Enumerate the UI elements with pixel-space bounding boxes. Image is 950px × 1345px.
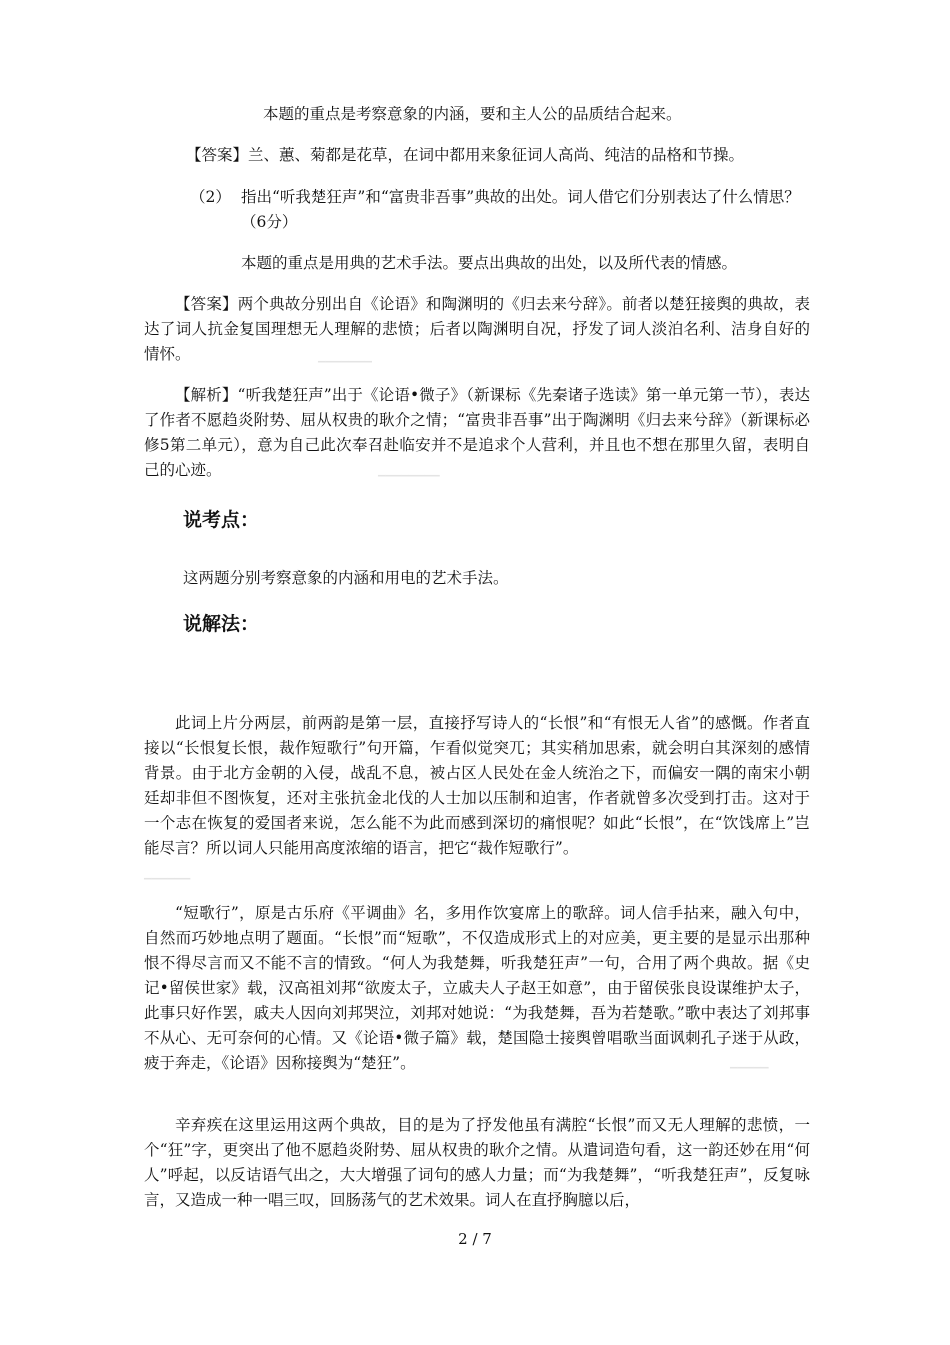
focus-line-2: 本题的重点是用典的艺术手法。要点出典故的出处，以及所代表的情感。 [241, 254, 738, 272]
watermark-mark: ▁▁▁▁▁▁ [144, 869, 191, 880]
watermark-mark: ▁▁▁▁▁ [730, 1058, 769, 1069]
answer-line-1: 【答案】兰、蕙、菊都是花草，在词中都用来象征词人高尚、纯洁的品格和节操。 [186, 146, 745, 164]
analysis-paragraph: 【解析】“听我楚狂声”出于《论语•微子》（新课标《先秦诸子选读》第一单元第一节），表达了作者不愿趋炎附势、屈从权贵的耿介之情；“富贵非吾事”出于陶渊明《归去来兮辞》（新课标必修5第二单元），意为自己此次奉召赴临安并不是追求个人营利，并且也不想在那里久留，表明自己的心迹。 [144, 386, 810, 479]
focus-line-1: 本题的重点是考察意象的内涵，要和主人公的品质结合起来。 [263, 105, 682, 123]
answer-paragraph-2: 【答案】两个典故分别出自《论语》和陶渊明的《归去来兮辞》。前者以楚狂接舆的典故，表达了词人抗金复国理想无人理解的悲愤；后者以陶渊明自况，抒发了词人淡泊名利、洁身自好的情怀。 [144, 295, 810, 363]
watermark-mark: ▁▁▁▁▁▁▁▁ [378, 466, 440, 477]
page-number: 2 / 7 [458, 1230, 492, 1248]
heading-kaodian: 说考点： [183, 509, 260, 531]
body-paragraph-3: 辛弃疾在这里运用这两个典故，目的是为了抒发他虽有满腔“长恨”而又无人理解的悲愤，一个“狂”字，更突出了他不愿趋炎附势、屈从权贵的耿介之情。从遣词造句看，这一韵还妙在用“何人”呼起，以反诘语气出之，大大增强了词句的感人力量；而“为我楚舞”，“听我楚狂声”，反复咏言，又造成一种一唱三叹，回肠荡气的艺术效果。词人在直抒胸臆以后， [144, 1116, 810, 1209]
body-paragraph-1: 此词上片分两层，前两韵是第一层，直接抒写诗人的“长恨”和“有恨无人省”的感慨。作者直接以“长恨复长恨，裁作短歌行”句开篇，乍看似觉突兀；其实稍加思索，就会明白其深刻的感情背景。由于北方金朝的入侵，战乱不息，被占区人民处在金人统治之下，而偏安一隅的南宋小朝廷却非但不图恢复，还对主张抗金北伐的人士加以压制和迫害，作者就曾多次受到打击。这对于一个志在恢复的爱国者来说，怎么能不为此而感到深切的痛恨呢？如此“长恨”，在“饮饯席上”岂能尽言？所以词人只能用高度浓缩的语言，把它“裁作短歌行”。 [144, 714, 810, 857]
heading-jiefa: 说解法： [183, 613, 260, 635]
question-2-text: 指出“听我楚狂声”和“富贵非吾事”典故的出处。词人借它们分别表达了什么情思？（6分） [241, 188, 800, 231]
question-number: （2） [190, 188, 231, 206]
kaodian-text: 这两题分别考察意象的内涵和用电的艺术手法。 [183, 569, 509, 587]
body-paragraph-2: “短歌行”，原是古乐府《平调曲》名，多用作饮宴席上的歌辞。词人信手拈来，融入句中，自然而巧妙地点明了题面。“长恨”而“短歌”，不仅造成形式上的对应美，更主要的是显示出那种恨不得尽言而又不能不言的情致。“何人为我楚舞，听我楚狂声”一句，合用了两个典故。据《史记•留侯世家》载，汉高祖刘邦“欲废太子，立戚夫人子赵王如意”，由于留侯张良设谋维护太子，此事只好作罢，戚夫人因向刘邦哭泣，刘邦对她说：“为我楚舞，吾为若楚歌。”歌中表达了刘邦事不从心、无可奈何的心情。又《论语•微子篇》载，楚国隐士接舆曾唱歌当面讽刺孔子迷于从政，疲于奔走，《论语》因称接舆为“楚狂”。 [144, 904, 810, 1072]
watermark-mark: ▁▁▁▁▁▁▁ [318, 352, 372, 363]
